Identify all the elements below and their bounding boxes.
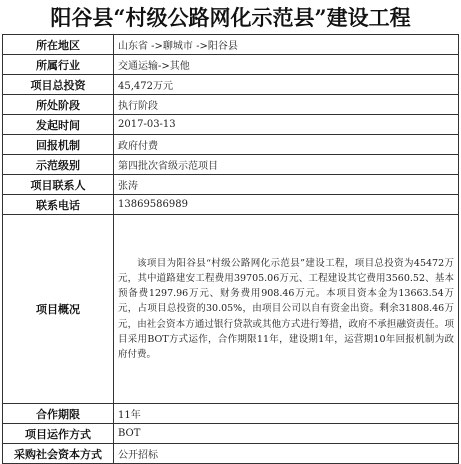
- row-label: 示范级别: [3, 155, 114, 175]
- table-row: [3, 195, 459, 215]
- overview-label: 项目概况: [3, 215, 114, 404]
- row-label: 回报机制: [3, 135, 114, 155]
- row-label: 合作期限: [3, 404, 114, 424]
- row-label: 项目总投资: [3, 75, 114, 95]
- row-value: 公开招标: [114, 444, 459, 464]
- row-value: 11年: [114, 404, 459, 424]
- row-value: BOT: [114, 424, 459, 444]
- table-row: [3, 444, 459, 464]
- row-label: 所处阶段: [3, 95, 114, 115]
- row-value: 45,472万元: [114, 75, 459, 95]
- table-row: [3, 135, 459, 155]
- row-value: 山东省 ->聊城市 ->阳谷县: [114, 35, 459, 55]
- table-row: [3, 75, 459, 95]
- overview-row: [3, 215, 459, 404]
- row-value: 第四批次省级示范项目: [114, 155, 459, 175]
- row-value: 执行阶段: [114, 95, 459, 115]
- row-label: 所属行业: [3, 55, 114, 75]
- table-row: [3, 175, 459, 195]
- table-row: [3, 115, 459, 135]
- row-label: 项目联系人: [3, 175, 114, 195]
- table-row: [3, 55, 459, 75]
- row-value: 13869586989: [114, 195, 459, 215]
- project-info-table: [2, 34, 459, 464]
- row-value: 政府付费: [114, 135, 459, 155]
- row-value: 张涛: [114, 175, 459, 195]
- table-row: [3, 95, 459, 115]
- table-row: [3, 35, 459, 55]
- row-label: 项目运作方式: [3, 424, 114, 444]
- row-value: 2017-03-13: [114, 115, 459, 135]
- document-title: 阳谷县“村级公路网化示范县”建设工程: [50, 5, 411, 30]
- row-label: 所在地区: [3, 35, 114, 55]
- row-value: 交通运输->其他: [114, 55, 459, 75]
- table-row: [3, 155, 459, 175]
- row-label: 采购社会资本方式: [3, 444, 114, 464]
- row-label: 联系电话: [3, 195, 114, 215]
- row-label: 发起时间: [3, 115, 114, 135]
- overview-text: 该项目为阳谷县“村级公路网化示范县”建设工程，项目总投资为45472万元，其中道路建安工程费用39705.06万元、工程建设其它费用3560.52、基本预备费1297.96万元、财务费用908.46万元。本项目资本金为13663.54万元，占项目总投资的30.05%，由项目公司以自有资金出资。剩余31808.46万元，由社会资本方通过银行贷款或其他方式进行筹措，政府不承担融资责任。项目采用BOT方式运作，合作期限11年，建设期1年，运营期10年回报机制为政府付费。: [114, 215, 459, 404]
- table-row: [3, 404, 459, 424]
